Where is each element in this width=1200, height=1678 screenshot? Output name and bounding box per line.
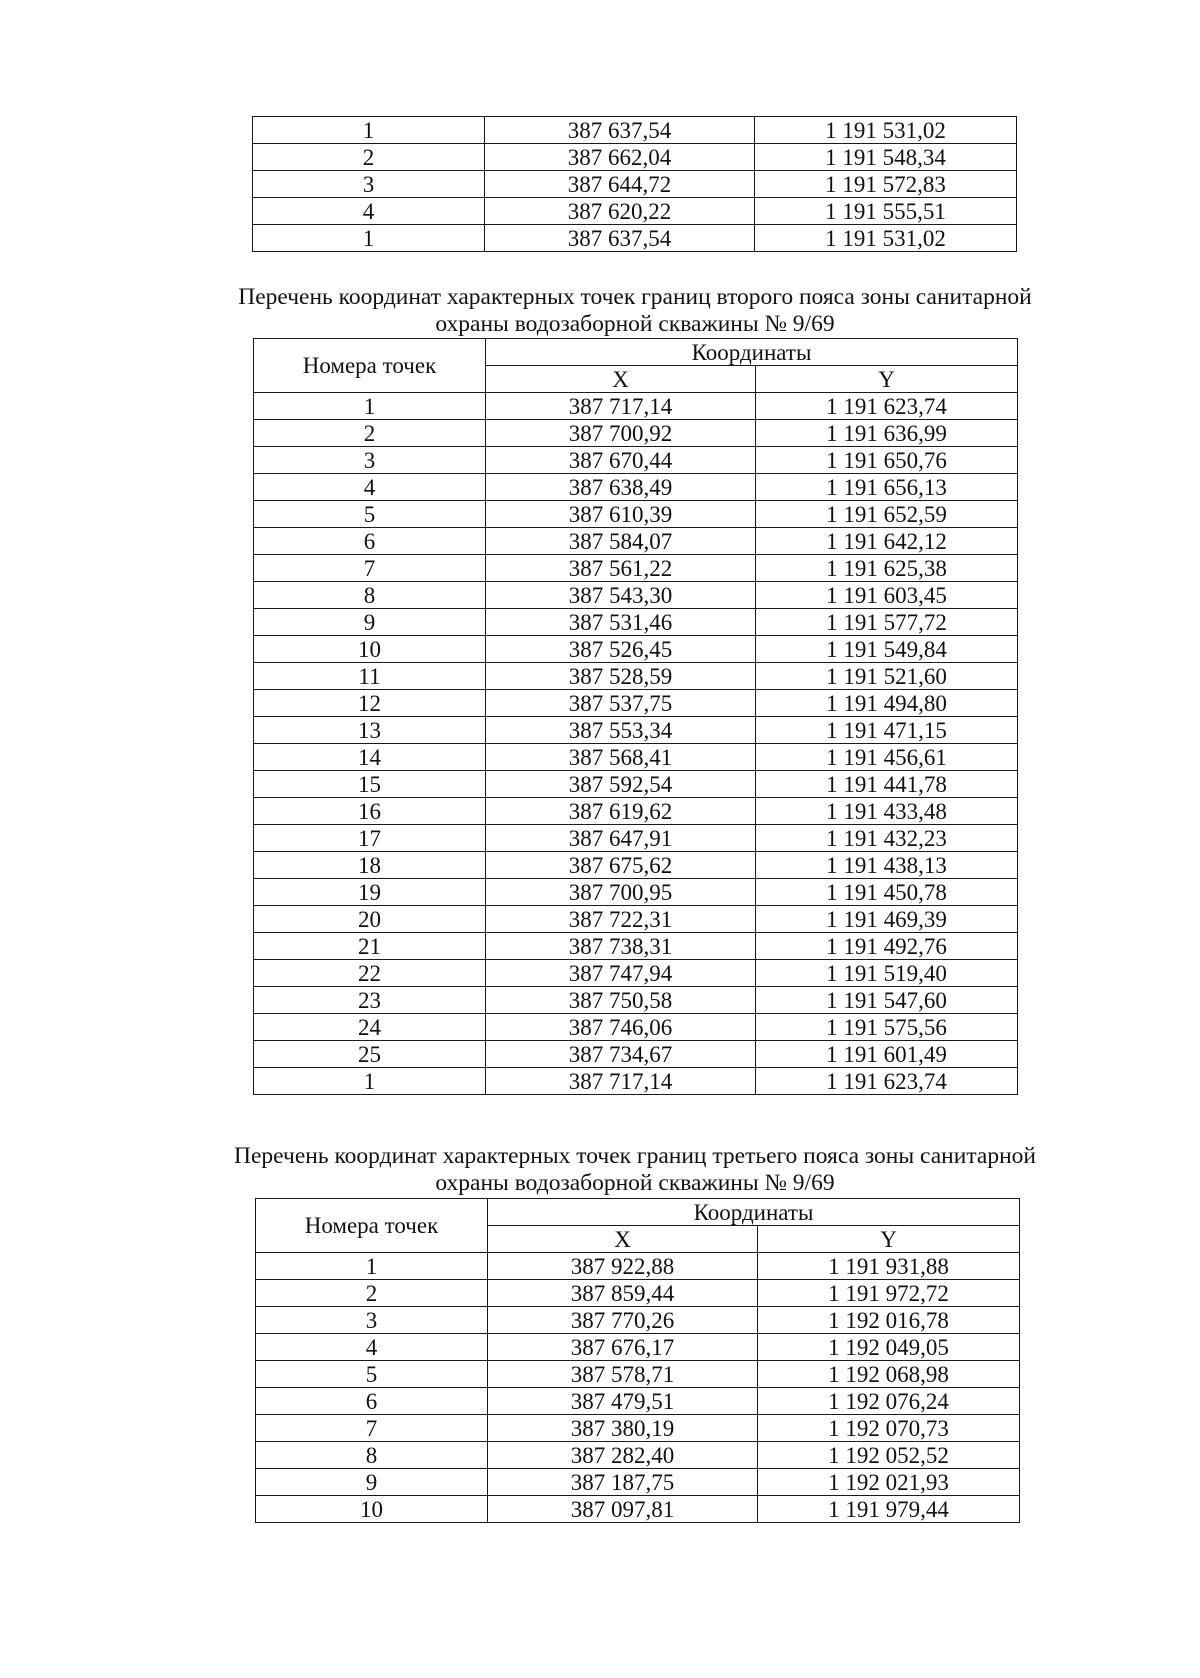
point-number-cell: 1 [254, 1068, 486, 1095]
table-row [254, 906, 1018, 933]
y-coordinate-cell: 1 191 650,76 [756, 447, 1018, 474]
table-row [254, 1041, 1018, 1068]
x-coordinate-cell: 387 747,94 [486, 960, 756, 987]
x-coordinate-cell: 387 637,54 [485, 117, 755, 144]
y-coordinate-cell: 1 191 456,61 [756, 744, 1018, 771]
table-row [256, 1496, 1020, 1523]
table-body [254, 393, 1018, 1095]
x-coordinate-cell: 387 644,72 [485, 171, 755, 198]
table-row [253, 144, 1017, 171]
x-coordinate-cell: 387 717,14 [486, 1068, 756, 1095]
point-number-cell: 17 [254, 825, 486, 852]
x-coordinate-cell: 387 700,95 [486, 879, 756, 906]
y-coordinate-cell: 1 191 549,84 [756, 636, 1018, 663]
point-number-cell: 13 [254, 717, 486, 744]
caption-line-2: охраны водозаборной скважины № 9/69 [435, 1170, 835, 1196]
table-row [254, 528, 1018, 555]
y-coordinate-cell: 1 191 636,99 [756, 420, 1018, 447]
y-coordinate-cell: 1 191 521,60 [756, 663, 1018, 690]
point-number-cell: 25 [254, 1041, 486, 1068]
table-row [254, 825, 1018, 852]
y-coordinate-cell: 1 191 652,59 [756, 501, 1018, 528]
header-y: Y [758, 1226, 1020, 1253]
point-number-cell: 8 [254, 582, 486, 609]
x-coordinate-cell: 387 734,67 [486, 1041, 756, 1068]
point-number-cell: 2 [254, 420, 486, 447]
x-coordinate-cell: 387 553,34 [486, 717, 756, 744]
y-coordinate-cell: 1 191 625,38 [756, 555, 1018, 582]
caption-line-2: охраны водозаборной скважины № 9/69 [435, 311, 835, 337]
table-row [256, 1253, 1020, 1280]
table-row [254, 636, 1018, 663]
point-number-cell: 6 [254, 528, 486, 555]
x-coordinate-cell: 387 568,41 [486, 744, 756, 771]
x-coordinate-cell: 387 722,31 [486, 906, 756, 933]
y-coordinate-cell: 1 191 494,80 [756, 690, 1018, 717]
header-coordinates: Координаты [488, 1199, 1020, 1226]
x-coordinate-cell: 387 526,45 [486, 636, 756, 663]
table-row [254, 771, 1018, 798]
y-coordinate-cell: 1 191 471,15 [756, 717, 1018, 744]
point-number-cell: 1 [256, 1253, 488, 1280]
x-coordinate-cell: 387 610,39 [486, 501, 756, 528]
table-row [256, 1469, 1020, 1496]
y-coordinate-cell: 1 191 623,74 [756, 393, 1018, 420]
section-caption-second-belt [180, 284, 1090, 338]
y-coordinate-cell: 1 191 519,40 [756, 960, 1018, 987]
caption-line-1: Перечень координат характерных точек границ второго пояса зоны санитарной [238, 284, 1032, 310]
y-coordinate-cell: 1 192 016,78 [758, 1307, 1020, 1334]
x-coordinate-cell: 387 746,06 [486, 1014, 756, 1041]
table-row [254, 609, 1018, 636]
x-coordinate-cell: 387 750,58 [486, 987, 756, 1014]
table-row [254, 501, 1018, 528]
table-row [254, 420, 1018, 447]
point-number-cell: 3 [253, 171, 485, 198]
point-number-cell: 2 [253, 144, 485, 171]
point-number-cell: 18 [254, 852, 486, 879]
x-coordinate-cell: 387 561,22 [486, 555, 756, 582]
header-y: Y [756, 366, 1018, 393]
point-number-cell: 24 [254, 1014, 486, 1041]
x-coordinate-cell: 387 675,62 [486, 852, 756, 879]
point-number-cell: 1 [253, 225, 485, 252]
table-row [254, 879, 1018, 906]
y-coordinate-cell: 1 191 603,45 [756, 582, 1018, 609]
table-row [256, 1334, 1020, 1361]
table-row [254, 717, 1018, 744]
table-row [254, 582, 1018, 609]
x-coordinate-cell: 387 637,54 [485, 225, 755, 252]
caption-line-1: Перечень координат характерных точек границ третьего пояса зоны санитарной [234, 1143, 1036, 1169]
table-header [256, 1199, 1020, 1253]
y-coordinate-cell: 1 191 575,56 [756, 1014, 1018, 1041]
section-caption-third-belt [180, 1143, 1090, 1197]
x-coordinate-cell: 387 638,49 [486, 474, 756, 501]
header-points: Номера точек [256, 1199, 488, 1253]
header-points: Номера точек [254, 339, 486, 393]
x-coordinate-cell: 387 380,19 [488, 1415, 758, 1442]
point-number-cell: 2 [256, 1280, 488, 1307]
point-number-cell: 3 [254, 447, 486, 474]
x-coordinate-cell: 387 531,46 [486, 609, 756, 636]
y-coordinate-cell: 1 192 068,98 [758, 1361, 1020, 1388]
x-coordinate-cell: 387 700,92 [486, 420, 756, 447]
x-coordinate-cell: 387 922,88 [488, 1253, 758, 1280]
point-number-cell: 12 [254, 690, 486, 717]
table-row [254, 1068, 1018, 1095]
point-number-cell: 7 [256, 1415, 488, 1442]
header-x: X [486, 366, 756, 393]
table-body [253, 117, 1017, 252]
x-coordinate-cell: 387 592,54 [486, 771, 756, 798]
y-coordinate-cell: 1 191 441,78 [756, 771, 1018, 798]
y-coordinate-cell: 1 191 979,44 [758, 1496, 1020, 1523]
table-row [254, 474, 1018, 501]
x-coordinate-cell: 387 770,26 [488, 1307, 758, 1334]
point-number-cell: 23 [254, 987, 486, 1014]
header-x: X [488, 1226, 758, 1253]
table-row [256, 1388, 1020, 1415]
table-row [254, 393, 1018, 420]
table-row [254, 798, 1018, 825]
table-row [254, 933, 1018, 960]
y-coordinate-cell: 1 192 049,05 [758, 1334, 1020, 1361]
table-row [254, 744, 1018, 771]
point-number-cell: 15 [254, 771, 486, 798]
header-row [254, 339, 1018, 366]
y-coordinate-cell: 1 191 531,02 [755, 117, 1017, 144]
point-number-cell: 6 [256, 1388, 488, 1415]
header-row [256, 1199, 1020, 1226]
point-number-cell: 11 [254, 663, 486, 690]
x-coordinate-cell: 387 578,71 [488, 1361, 758, 1388]
table-row [254, 852, 1018, 879]
x-coordinate-cell: 387 662,04 [485, 144, 755, 171]
table-row [254, 690, 1018, 717]
table-row [256, 1442, 1020, 1469]
y-coordinate-cell: 1 192 076,24 [758, 1388, 1020, 1415]
table-row [254, 447, 1018, 474]
coords-table-second-belt [253, 338, 1018, 1095]
y-coordinate-cell: 1 191 972,72 [758, 1280, 1020, 1307]
table-row [256, 1280, 1020, 1307]
y-coordinate-cell: 1 191 469,39 [756, 906, 1018, 933]
point-number-cell: 19 [254, 879, 486, 906]
table-row [254, 960, 1018, 987]
table-row [254, 1014, 1018, 1041]
point-number-cell: 5 [256, 1361, 488, 1388]
point-number-cell: 1 [254, 393, 486, 420]
x-coordinate-cell: 387 479,51 [488, 1388, 758, 1415]
x-coordinate-cell: 387 187,75 [488, 1469, 758, 1496]
table-row [253, 117, 1017, 144]
y-coordinate-cell: 1 191 577,72 [756, 609, 1018, 636]
point-number-cell: 8 [256, 1442, 488, 1469]
coords-table-third-belt [255, 1198, 1020, 1523]
x-coordinate-cell: 387 738,31 [486, 933, 756, 960]
x-coordinate-cell: 387 717,14 [486, 393, 756, 420]
x-coordinate-cell: 387 282,40 [488, 1442, 758, 1469]
table-row [253, 225, 1017, 252]
y-coordinate-cell: 1 192 070,73 [758, 1415, 1020, 1442]
point-number-cell: 5 [254, 501, 486, 528]
y-coordinate-cell: 1 192 021,93 [758, 1469, 1020, 1496]
x-coordinate-cell: 387 647,91 [486, 825, 756, 852]
table-row [253, 198, 1017, 225]
point-number-cell: 9 [256, 1469, 488, 1496]
y-coordinate-cell: 1 191 601,49 [756, 1041, 1018, 1068]
y-coordinate-cell: 1 191 547,60 [756, 987, 1018, 1014]
table-row [253, 171, 1017, 198]
table-row [254, 555, 1018, 582]
point-number-cell: 4 [254, 474, 486, 501]
y-coordinate-cell: 1 191 623,74 [756, 1068, 1018, 1095]
y-coordinate-cell: 1 191 931,88 [758, 1253, 1020, 1280]
point-number-cell: 4 [256, 1334, 488, 1361]
table-row [254, 663, 1018, 690]
y-coordinate-cell: 1 191 656,13 [756, 474, 1018, 501]
point-number-cell: 10 [256, 1496, 488, 1523]
x-coordinate-cell: 387 097,81 [488, 1496, 758, 1523]
y-coordinate-cell: 1 192 052,52 [758, 1442, 1020, 1469]
point-number-cell: 14 [254, 744, 486, 771]
y-coordinate-cell: 1 191 548,34 [755, 144, 1017, 171]
x-coordinate-cell: 387 859,44 [488, 1280, 758, 1307]
point-number-cell: 1 [253, 117, 485, 144]
table-header [254, 339, 1018, 393]
table-row [254, 987, 1018, 1014]
x-coordinate-cell: 387 543,30 [486, 582, 756, 609]
point-number-cell: 20 [254, 906, 486, 933]
coords-table-first-belt-tail [252, 116, 1017, 252]
point-number-cell: 4 [253, 198, 485, 225]
table-row [256, 1307, 1020, 1334]
x-coordinate-cell: 387 584,07 [486, 528, 756, 555]
y-coordinate-cell: 1 191 572,83 [755, 171, 1017, 198]
x-coordinate-cell: 387 537,75 [486, 690, 756, 717]
x-coordinate-cell: 387 619,62 [486, 798, 756, 825]
y-coordinate-cell: 1 191 642,12 [756, 528, 1018, 555]
point-number-cell: 9 [254, 609, 486, 636]
y-coordinate-cell: 1 191 450,78 [756, 879, 1018, 906]
x-coordinate-cell: 387 670,44 [486, 447, 756, 474]
point-number-cell: 10 [254, 636, 486, 663]
y-coordinate-cell: 1 191 531,02 [755, 225, 1017, 252]
header-coordinates: Координаты [486, 339, 1018, 366]
x-coordinate-cell: 387 676,17 [488, 1334, 758, 1361]
point-number-cell: 7 [254, 555, 486, 582]
table-row [256, 1361, 1020, 1388]
y-coordinate-cell: 1 191 433,48 [756, 798, 1018, 825]
point-number-cell: 3 [256, 1307, 488, 1334]
y-coordinate-cell: 1 191 438,13 [756, 852, 1018, 879]
table-row [256, 1415, 1020, 1442]
y-coordinate-cell: 1 191 432,23 [756, 825, 1018, 852]
y-coordinate-cell: 1 191 555,51 [755, 198, 1017, 225]
x-coordinate-cell: 387 620,22 [485, 198, 755, 225]
point-number-cell: 22 [254, 960, 486, 987]
point-number-cell: 16 [254, 798, 486, 825]
point-number-cell: 21 [254, 933, 486, 960]
y-coordinate-cell: 1 191 492,76 [756, 933, 1018, 960]
x-coordinate-cell: 387 528,59 [486, 663, 756, 690]
table-body [256, 1253, 1020, 1523]
